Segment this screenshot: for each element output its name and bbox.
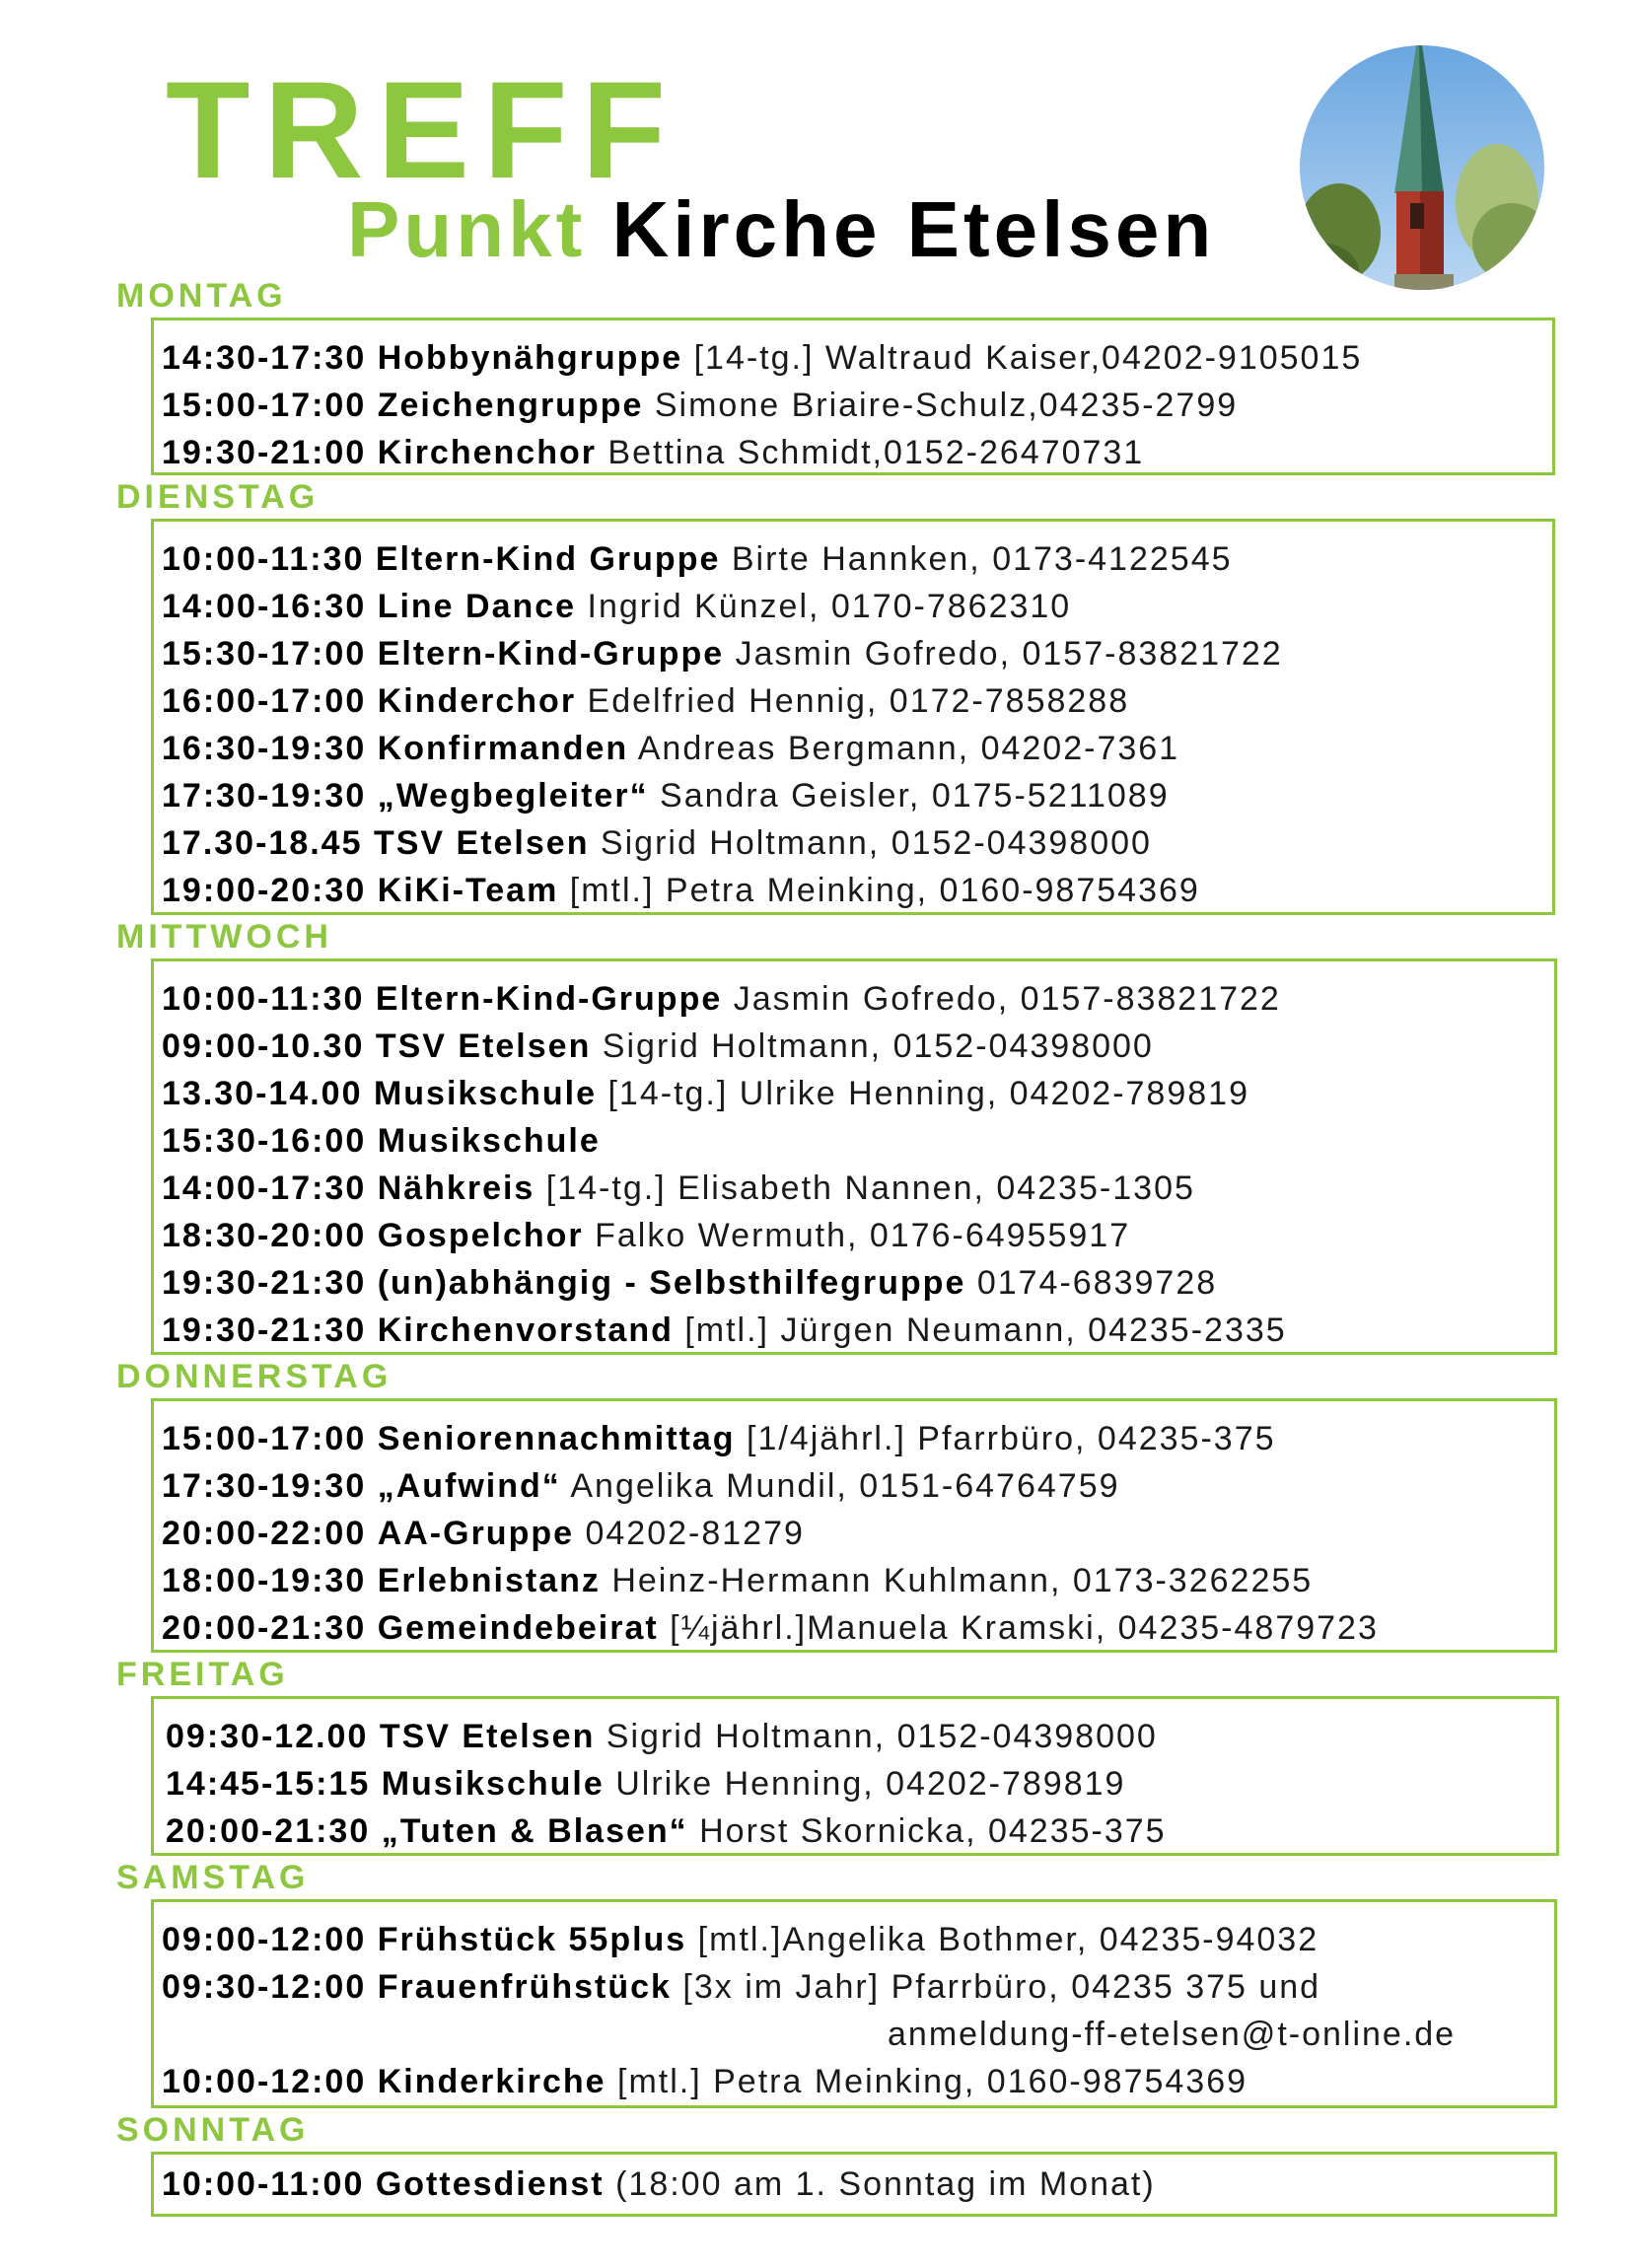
entry-details: 04202-81279 <box>585 1515 805 1552</box>
day-label-sonntag: SONNTAG <box>116 2111 310 2149</box>
entry-time: 18:30-20:00 <box>162 1217 367 1254</box>
entry-time: 14:00-17:30 <box>162 1169 367 1207</box>
entry-details: [1/4jährl.] Pfarrbüro, 04235-375 <box>747 1420 1276 1457</box>
entry-name: „Aufwind“ <box>377 1467 561 1505</box>
list-item <box>166 1760 1556 1807</box>
church-photo <box>1300 45 1544 290</box>
list-item <box>162 535 1552 583</box>
entry-time: 15:30-16:00 <box>162 1122 367 1160</box>
entry-details: Sigrid Holtmann, 0152-04398000 <box>606 1718 1158 1755</box>
entry-time: 20:00-21:30 <box>162 1609 367 1647</box>
entry-time: 09:30-12:00 <box>162 1968 367 2006</box>
entry-time: 19:30-21:30 <box>162 1311 367 1349</box>
entry-time: 15:30-17:00 <box>162 635 367 673</box>
list-item <box>162 677 1552 725</box>
entry-details: Jasmin Gofredo, 0157-83821722 <box>733 980 1281 1018</box>
entry-time: 16:30-19:30 <box>162 730 367 767</box>
entry-time: 16:00-17:00 <box>162 682 367 720</box>
entry-name: Line Dance <box>377 588 577 625</box>
entry-name: Zeichengruppe <box>377 387 644 424</box>
entry-name: Seniorennachmittag <box>377 1420 736 1457</box>
entry-name: Gottesdienst <box>375 2165 605 2203</box>
entry-details: Heinz-Hermann Kuhlmann, 0173-3262255 <box>611 1562 1314 1599</box>
entry-time: 13.30-14.00 <box>162 1075 363 1112</box>
entry-details: Simone Briaire-Schulz,04235-2799 <box>654 387 1239 424</box>
list-item <box>162 1023 1554 1070</box>
list-item <box>162 1604 1554 1652</box>
entry-name: Frauenfrühstück <box>377 1968 672 2006</box>
entry-time: 10:00-11:30 <box>162 980 365 1018</box>
entry-details: [mtl.] Jürgen Neumann, 04235-2335 <box>684 1311 1287 1349</box>
day-box-dienstag <box>151 519 1555 915</box>
day-label-dienstag: DIENSTAG <box>116 478 320 516</box>
list-item <box>162 1307 1554 1354</box>
list-item <box>162 429 1552 476</box>
entry-details: Sandra Geisler, 0175-5211089 <box>660 777 1170 815</box>
entry-details: Sigrid Holtmann, 0152-04398000 <box>600 824 1152 862</box>
title-line2 <box>347 185 1215 274</box>
entry-time: 09:00-12:00 <box>162 1921 367 1958</box>
title-treff: TREFF <box>166 52 680 207</box>
day-box-mittwoch <box>151 958 1557 1355</box>
entry-details: Angelika Mundil, 0151-64764759 <box>570 1467 1120 1505</box>
entry-name: Hobbynähgruppe <box>377 339 683 377</box>
list-item <box>162 1259 1554 1307</box>
list-item <box>162 725 1552 772</box>
entry-time: 09:30-12.00 <box>166 1718 369 1755</box>
entry-time: 14:45-15:15 <box>166 1765 371 1803</box>
day-label-samstag: SAMSTAG <box>116 1859 310 1896</box>
entry-name: Musikschule <box>373 1075 598 1112</box>
entry-name: Erlebnistanz <box>377 1562 601 1599</box>
entry-time: 19:30-21:30 <box>162 1264 367 1302</box>
entry-details: [mtl.] Petra Meinking, 0160-98754369 <box>569 872 1200 909</box>
entry-name: Nähkreis <box>377 1169 535 1207</box>
entry-name: Gemeindebeirat <box>377 1609 659 1647</box>
entry-name: Kinderkirche <box>377 2063 606 2100</box>
list-item <box>162 1916 1554 1963</box>
entry-name: „Tuten & Blasen“ <box>381 1812 688 1850</box>
entry-details: [¼jährl.]Manuela Kramski, 04235-4879723 <box>670 1609 1379 1647</box>
entry-details: Andreas Bergmann, 04202-7361 <box>637 730 1180 767</box>
entry-details: Edelfried Hennig, 0172-7858288 <box>587 682 1130 720</box>
entry-details: (18:00 am 1. Sonntag im Monat) <box>615 2165 1156 2203</box>
list-item <box>162 382 1552 429</box>
entry-time: 10:00-12:00 <box>162 2063 367 2100</box>
entry-details: Sigrid Holtmann, 0152-04398000 <box>602 1028 1154 1065</box>
list-item <box>162 1070 1554 1117</box>
entry-time: 18:00-19:30 <box>162 1562 367 1599</box>
entry-time: 14:30-17:30 <box>162 339 367 377</box>
list-item <box>166 1807 1556 1855</box>
entry-time: 17.30-18.45 <box>162 824 363 862</box>
entry-details: Horst Skornicka, 04235-375 <box>699 1812 1167 1850</box>
entry-details: [mtl.]Angelika Bothmer, 04235-94032 <box>697 1921 1319 1958</box>
entry-email: anmeldung-ff-etelsen@t-online.de <box>888 2016 1457 2053</box>
entry-name: Eltern-Kind-Gruppe <box>377 635 725 673</box>
entry-time: 15:00-17:00 <box>162 387 367 424</box>
entry-name: Kinderchor <box>377 682 577 720</box>
day-label-montag: MONTAG <box>116 277 287 315</box>
list-item <box>162 2161 1554 2208</box>
entry-details: Ingrid Künzel, 0170-7862310 <box>587 588 1072 625</box>
entry-details: [14-tg.] Elisabeth Nannen, 04235-1305 <box>545 1169 1195 1207</box>
list-item <box>162 1963 1554 2058</box>
list-item <box>162 867 1552 914</box>
day-box-samstag <box>151 1899 1557 2108</box>
entry-time: 20:00-21:30 <box>166 1812 371 1850</box>
entry-time: 10:00-11:30 <box>162 540 365 578</box>
entry-time: 20:00-22:00 <box>162 1515 367 1552</box>
entry-time: 19:00-20:30 <box>162 872 367 909</box>
title-kirche-etelsen: Kirche Etelsen <box>611 185 1216 273</box>
entry-time: 15:00-17:00 <box>162 1420 367 1457</box>
list-item <box>162 1557 1554 1604</box>
day-label-mittwoch: MITTWOCH <box>116 918 332 956</box>
list-item <box>162 334 1552 382</box>
entry-time: 17:30-19:30 <box>162 777 367 815</box>
list-item <box>162 819 1552 867</box>
entry-details: Jasmin Gofredo, 0157-83821722 <box>735 635 1283 673</box>
day-box-freitag <box>151 1696 1559 1856</box>
entry-time: 14:00-16:30 <box>162 588 367 625</box>
entry-details: Ulrike Henning, 04202-789819 <box>615 1765 1126 1803</box>
entry-time: 10:00-11:00 <box>162 2165 365 2203</box>
day-box-montag <box>151 318 1555 475</box>
list-item <box>162 1462 1554 1510</box>
entry-name: Kirchenchor <box>377 434 597 471</box>
entry-details: [14-tg.] Waltraud Kaiser,04202-9105015 <box>693 339 1363 377</box>
list-item <box>162 975 1554 1023</box>
entry-name: TSV Etelsen <box>375 1028 592 1065</box>
day-label-donnerstag: DONNERSTAG <box>116 1358 392 1395</box>
list-item <box>162 772 1552 819</box>
day-label-freitag: FREITAG <box>116 1656 289 1693</box>
entry-name: Gospelchor <box>377 1217 584 1254</box>
entry-details: Falko Wermuth, 0176-64955917 <box>595 1217 1131 1254</box>
title-punkt: Punkt <box>347 185 587 273</box>
day-box-sonntag <box>151 2152 1557 2217</box>
entry-time: 19:30-21:00 <box>162 434 367 471</box>
entry-details: [14-tg.] Ulrike Henning, 04202-789819 <box>607 1075 1249 1112</box>
list-item <box>162 630 1552 677</box>
entry-name: Eltern-Kind Gruppe <box>375 540 721 578</box>
church-steeple-icon <box>1300 45 1544 290</box>
list-item <box>162 2058 1554 2105</box>
entry-time: 09:00-10.30 <box>162 1028 365 1065</box>
day-box-donnerstag <box>151 1398 1557 1653</box>
list-item <box>166 1713 1556 1760</box>
entry-name: „Wegbegleiter“ <box>377 777 649 815</box>
entry-details: Birte Hannken, 0173-4122545 <box>731 540 1233 578</box>
entry-details: [mtl.] Petra Meinking, 0160-98754369 <box>617 2063 1248 2100</box>
entry-name: AA-Gruppe <box>377 1515 575 1552</box>
entry-time: 17:30-19:30 <box>162 1467 367 1505</box>
entry-name: Musikschule <box>377 1122 601 1160</box>
entry-details: [3x im Jahr] Pfarrbüro, 04235 375 und <box>682 1968 1321 2006</box>
list-item <box>162 583 1552 630</box>
list-item <box>162 1510 1554 1557</box>
list-item <box>162 1165 1554 1212</box>
entry-name: (un)abhängig - Selbsthilfegruppe <box>377 1264 966 1302</box>
entry-details: 0174-6839728 <box>976 1264 1218 1302</box>
entry-name: TSV Etelsen <box>373 824 590 862</box>
entry-details: Bettina Schmidt,0152-26470731 <box>607 434 1145 471</box>
entry-name: Kirchenvorstand <box>377 1311 674 1349</box>
list-item <box>162 1212 1554 1259</box>
entry-name: KiKi-Team <box>377 872 559 909</box>
entry-name: Musikschule <box>381 1765 605 1803</box>
list-item <box>162 1415 1554 1462</box>
entry-name: Konfirmanden <box>377 730 629 767</box>
entry-name: Eltern-Kind-Gruppe <box>375 980 723 1018</box>
entry-name: Frühstück 55plus <box>377 1921 687 1958</box>
entry-name: TSV Etelsen <box>379 1718 596 1755</box>
list-item <box>162 1117 1554 1165</box>
